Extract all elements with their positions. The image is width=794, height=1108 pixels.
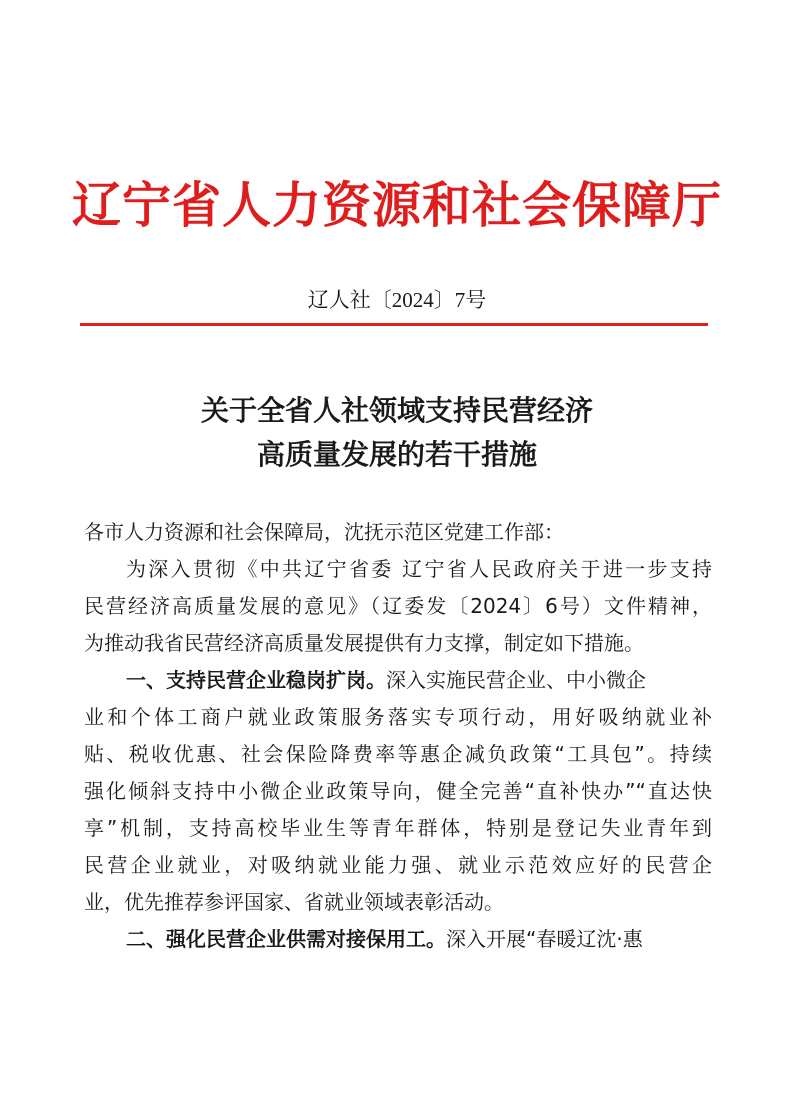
section-1-heading: 一、支持民营企业稳岗扩岗。 <box>126 668 386 692</box>
section-2-first-line <box>84 921 712 958</box>
document-number: 辽人社〔2024〕7号 <box>307 288 487 312</box>
intro-line-1: 为深入贯彻《中共辽宁省委 辽宁省人民政府关于进一步支持 <box>126 557 712 581</box>
intro-line-2: 民营经济高质量发展的意见》（辽委发〔2024〕6号）文件精神， <box>84 594 712 618</box>
section-1-line: 强化倾斜支持中小微企业政策导向，健全完善“直补快办”“直达快 <box>84 779 712 803</box>
section-1-line: 业和个体工商户就业政策服务落实专项行动，用好吸纳就业补 <box>84 705 712 729</box>
document-title <box>0 390 794 478</box>
section-1-line: 业，优先推荐参评国家、省就业领域表彰活动。 <box>84 890 504 914</box>
section-1-line: 享”机制，支持高校毕业生等青年群体，特别是登记失业青年到 <box>84 816 712 840</box>
document-title-line-2: 高质量发展的若干措施 <box>256 440 537 471</box>
section-1-line: 民营企业就业，对吸纳就业能力强、就业示范效应好的民营企 <box>84 853 712 877</box>
section-2-first-line-text: 深入开展“春暖辽沈·惠 <box>446 927 643 951</box>
red-separator-line <box>80 323 708 326</box>
intro-line-3: 为推动我省民营经济高质量发展提供有力支撑，制定如下措施。 <box>84 631 644 655</box>
section-1-line: 贴、税收优惠、社会保险降费率等惠企减负政策“工具包”。持续 <box>84 742 712 766</box>
issuing-authority-header: 辽宁省人力资源和社会保障厅 <box>71 178 722 233</box>
salutation: 各市人力资源和社会保障局，沈抚示范区党建工作部： <box>84 520 564 544</box>
section-2-heading: 二、强化民营企业供需对接保用工。 <box>126 927 446 951</box>
document-title-line-1: 关于全省人社领域支持民营经济 <box>200 396 593 427</box>
document-body <box>84 514 712 958</box>
section-1-first-line-text: 深入实施民营企业、中小微企 <box>386 668 646 692</box>
section-1-first-line <box>84 662 712 699</box>
